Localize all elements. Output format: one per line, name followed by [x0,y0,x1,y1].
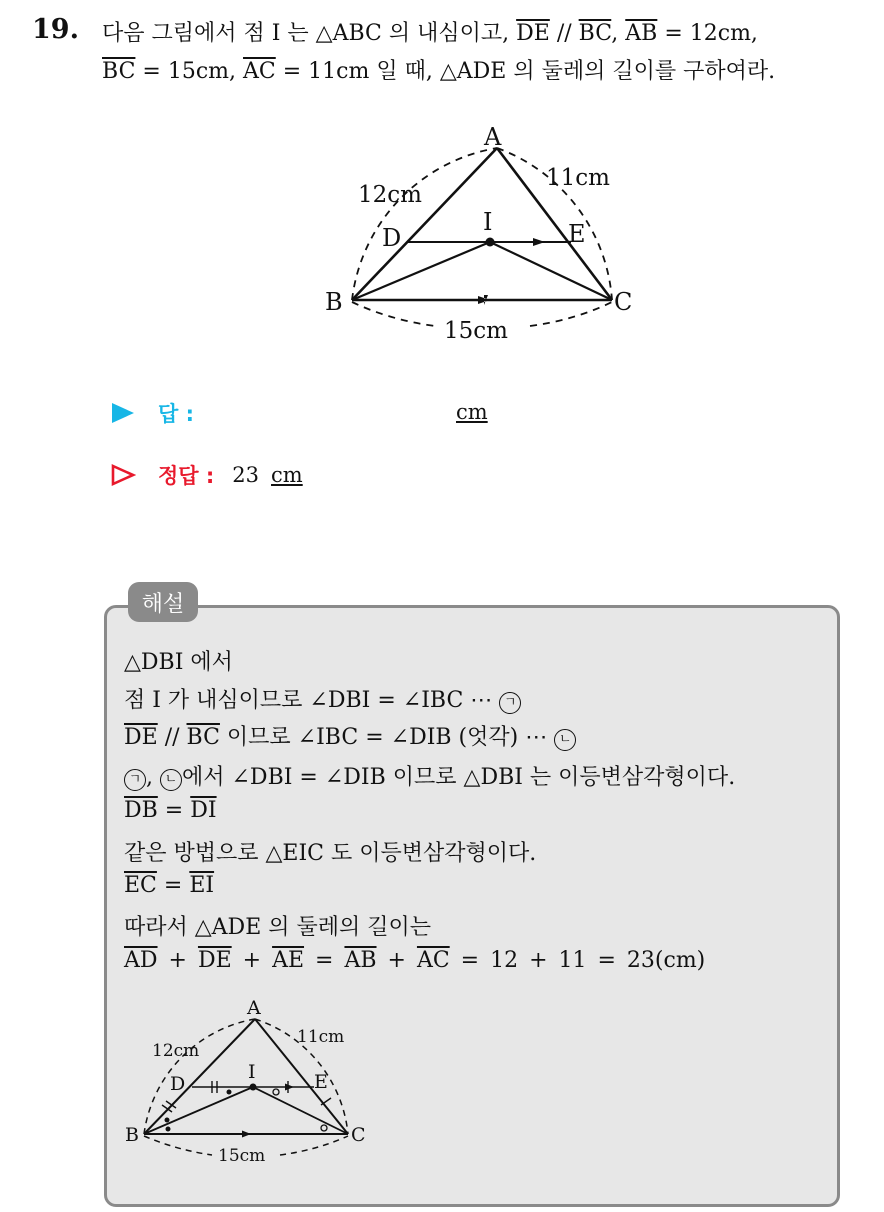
question-text-line-1 [102,16,758,47]
solution-text: 이므로 ∠IBC = ∠DIB (엇각) ⋯ [219,725,555,750]
dashed-arc-bc-left [144,1136,212,1155]
parallel-symbol: // [549,21,579,46]
segment-ic [490,242,612,300]
solution-line-4 [124,760,735,791]
circled-mark-1: ㄱ [499,692,521,714]
circled-mark-2: ㄴ [554,729,576,751]
segment-de: $\overline{DE}$ [124,725,158,750]
plus: + [231,948,273,973]
solution-line-1: △DBI 에서 [124,650,233,675]
angle-circle-eic-icon [273,1089,279,1095]
label-a: A [484,123,502,151]
label-length-ab: 12cm [152,1041,200,1061]
angle-dot-dbi-icon [165,1118,170,1123]
plus: + [157,948,198,973]
solution-result: = 12 + 11 = 23(cm) [449,948,706,973]
plus: + [376,948,417,973]
length-bc: = 15cm, [135,59,244,84]
question-text: 다음 그림에서 점 I 는 △ABC 의 내심이고, [102,21,517,46]
solution-line-9 [124,948,705,973]
label-i: I [483,208,493,236]
comma: , [146,765,160,790]
label-length-bc: 15cm [218,1146,266,1166]
solution-line-7 [124,873,214,898]
segment-ec: $\overline{EC}$ [124,873,157,898]
dashed-arc-bc-right [530,302,612,326]
angle-dot-dib-icon [227,1090,232,1095]
parallel-symbol: // [157,725,187,750]
label-c: C [351,1124,366,1146]
filled-triangle-icon [110,401,136,425]
incenter-point [486,238,495,247]
label-length-ac: 11cm [546,165,610,191]
correct-answer-label: 정답 : [158,464,215,488]
correct-answer-unit: cm [271,463,303,487]
label-length-ab: 12cm [358,182,422,208]
solution-line-8: 따라서 △ADE 의 둘레의 길이는 [124,915,431,940]
parallel-arrow-bc-icon [478,295,490,305]
label-i: I [248,1061,256,1083]
parallel-arrow-de-icon [533,238,545,246]
answer-row [110,396,194,430]
circled-mark-2: ㄴ [160,769,182,791]
segment-bi [144,1087,253,1134]
incenter-point [250,1084,257,1091]
equals: = [156,873,190,898]
segment-ic [253,1087,348,1134]
solution-line-6: 같은 방법으로 △EIC 도 이등변삼각형이다. [124,841,537,866]
solution-line-3 [124,720,576,751]
label-a: A [247,997,261,1019]
segment-bc: $\overline{BC}$ [186,725,220,750]
outline-triangle-icon [110,463,136,487]
side-ab [144,1019,255,1134]
answer-unit: cm [456,400,488,424]
angle-circle-icb-icon [321,1125,327,1131]
parallel-arrow-bc-icon [242,1131,251,1138]
segment-bi [352,242,490,300]
circled-mark-1: ㄱ [124,769,146,791]
label-b: B [125,1124,139,1146]
segment-ei: $\overline{EI}$ [189,873,215,898]
segment-ae: $\overline{AE}$ [272,948,305,973]
comma: , [611,21,626,46]
side-ab [352,148,497,300]
segment-ac: $\overline{AC}$ [243,59,276,84]
label-d: D [382,224,402,252]
equals: = [304,948,345,973]
equals: = [157,798,191,823]
segment-de: $\overline{DE}$ [197,948,232,973]
solution-triangle-figure [122,992,372,1172]
solution-text: 에서 ∠DBI = ∠DIB 이므로 △DBI 는 이등변삼각형이다. [182,765,736,790]
answer-label: 답 : [158,402,194,426]
label-c: C [614,288,633,316]
label-e: E [314,1071,328,1093]
segment-di: $\overline{DI}$ [190,798,217,823]
segment-ac: $\overline{AC}$ [416,948,450,973]
segment-bc: $\overline{BC}$ [578,21,612,46]
segment-bc: $\overline{BC}$ [102,59,136,84]
label-b: B [325,288,343,316]
dashed-arc-bc-left [352,302,435,326]
angle-dot-ibc-icon [166,1127,171,1132]
solution-text: 점 I 가 내심이므로 ∠DBI = ∠IBC ⋯ [124,688,500,713]
label-d: D [170,1073,186,1095]
dashed-arc-bc-right [280,1136,348,1155]
question-text: = 11cm 일 때, △ADE 의 둘레의 길이를 구하여라. [275,59,776,84]
question-number: 19. [32,14,79,45]
length-ab: = 12cm, [657,21,758,46]
solution-tab: 해설 [128,582,198,622]
label-length-ac: 11cm [297,1027,345,1047]
segment-db: $\overline{DB}$ [124,798,158,823]
label-length-bc: 15cm [444,318,508,344]
segment-ad: $\overline{AD}$ [124,948,158,973]
parallel-arrow-de-icon [285,1084,294,1091]
correct-answer-row [110,458,303,492]
segment-ab: $\overline{AB}$ [625,21,658,46]
solution-line-5 [124,798,217,823]
triangle-figure [320,115,650,350]
label-e: E [568,220,586,248]
segment-ab: $\overline{AB}$ [344,948,377,973]
segment-de: $\overline{DE}$ [516,21,550,46]
question-text-line-2 [102,54,775,85]
correct-answer-value: 23 [232,463,260,487]
solution-line-2 [124,683,521,714]
